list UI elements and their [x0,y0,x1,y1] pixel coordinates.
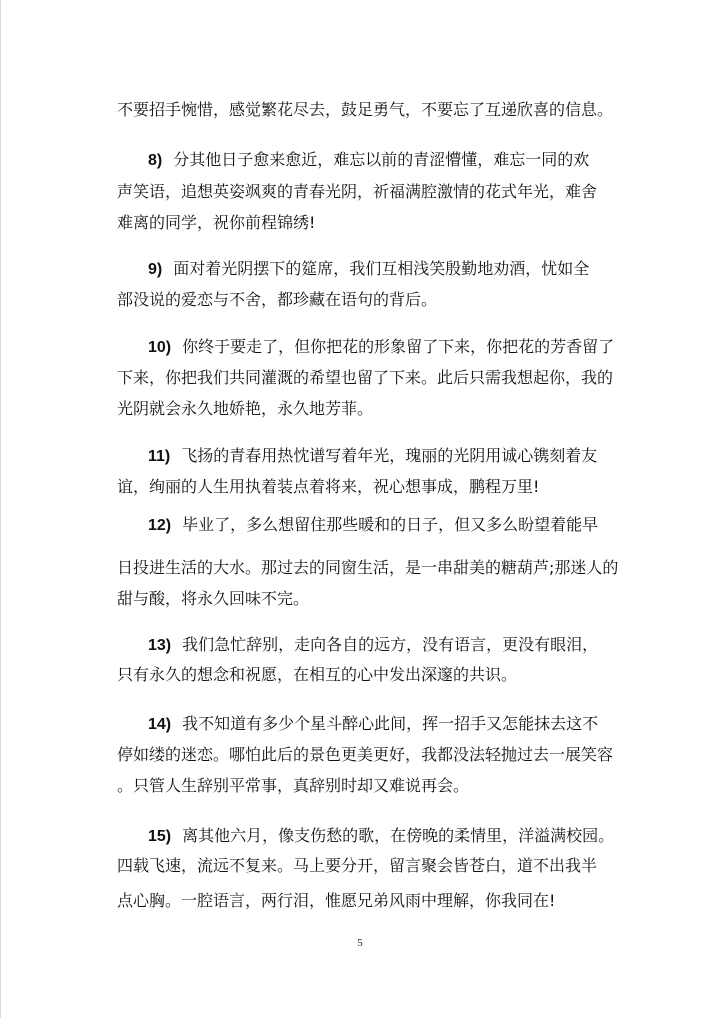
line-text: 四载飞速，流远不复来。马上要分开，留言聚会皆苍白，道不出我半 [117,856,598,875]
list-item-15-line-3 [117,891,555,911]
item-number: 12) [148,517,172,534]
line-text: 甜与酸，将永久回味不完。 [117,589,310,608]
line-text: 光阴就会永久地娇艳，永久地芳菲。 [117,399,374,418]
list-item-12-line-2 [117,558,618,578]
page-left-border [0,0,1,1018]
page-number: 5 [357,937,363,949]
line-text: 谊，绚丽的人生用执着装点着将来，祝心想事成，鹏程万里! [117,477,540,496]
list-item-10-line-2 [117,368,613,388]
line-text: 日投进生活的大水。那过去的同窗生活，是一串甜美的糖葫芦;那迷人的 [117,558,619,577]
list-item-8-line-2 [117,182,597,202]
line-text: 飞扬的青春用热忱谱写着年光，瑰丽的光阴用诚心镌刻着友 [181,446,598,465]
line-text: 面对着光阴摆下的筵席，我们互相浅笑殷勤地劝酒，忧如全 [173,259,590,278]
list-item-8-line-3 [117,213,315,233]
line-text: 离其他六月，像支伤愁的歌，在傍晚的柔情里，洋溢满校园。 [182,826,615,845]
list-item-13-line-1 [148,635,598,656]
item-number: 8) [148,152,163,169]
list-item-8-line-1 [148,150,589,171]
line-text: 我们急忙辞别，走向各自的远方，没有语言，更没有眼泪， [182,635,599,654]
list-item-9-line-1 [148,259,589,280]
list-item-14-line-2 [117,745,613,765]
list-item-15-line-2 [117,856,597,876]
item-number: 11) [148,448,171,465]
list-item-12-line-1 [148,515,598,536]
item-number: 13) [148,637,172,654]
item-number: 14) [148,716,172,733]
list-item-12-line-3 [117,589,309,609]
line-text: 点心胸。一腔语言，两行泪，惟愿兄弟风雨中理解，你我同在! [117,891,556,910]
line-text: 分其他日子愈来愈近，难忘以前的青涩懵懂，难忘一同的欢 [173,150,590,169]
list-item-11-line-1 [148,446,597,467]
line-text: 停如缕的迷恋。哪怕此后的景色更美更好，我都没法轻抛过去一展笑容 [117,745,614,764]
list-item-14-line-1 [148,714,598,735]
list-item-10-line-1 [148,337,614,358]
item-number: 15) [148,828,172,845]
line-text: 部没说的爱恋与不舍，都珍藏在语句的背后。 [117,290,438,309]
list-item-13-line-2 [117,665,517,685]
list-item-10-line-3 [117,399,373,419]
list-item-11-line-2 [117,477,539,497]
line-text: 下来，你把我们共同灌溉的希望也留了下来。此后只需我想起你，我的 [117,368,614,387]
line-text: 不要招手惋惜，感觉繁花尽去，鼓足勇气，不要忘了互递欣喜的信息。 [117,100,614,119]
list-item-14-line-3 [117,776,469,796]
line-text: 难离的同学，祝你前程锦绣! [117,213,316,232]
line-text: 只有永久的想念和祝愿，在相互的心中发出深邃的共识。 [117,665,518,684]
item-number: 10) [148,339,172,356]
line-text: 我不知道有多少个星斗醉心此间，挥一招手又怎能抹去这不 [182,714,599,733]
line-text: 你终于要走了，但你把花的形象留了下来，你把花的芳香留了 [182,337,615,356]
line-text: 毕业了，多么想留住那些暖和的日子，但又多么盼望着能早 [182,515,599,534]
line-text: 。只管人生辞别平常事，真辞别时却又难说再会。 [117,776,470,795]
list-item-9-line-2 [117,290,437,310]
item-number: 9) [148,261,163,278]
line-text: 声笑语，追想英姿飒爽的青春光阴，祈福满腔激情的花式年光，难舍 [117,182,598,201]
list-item-15-line-1 [148,826,614,847]
text-line-1 [117,100,613,120]
